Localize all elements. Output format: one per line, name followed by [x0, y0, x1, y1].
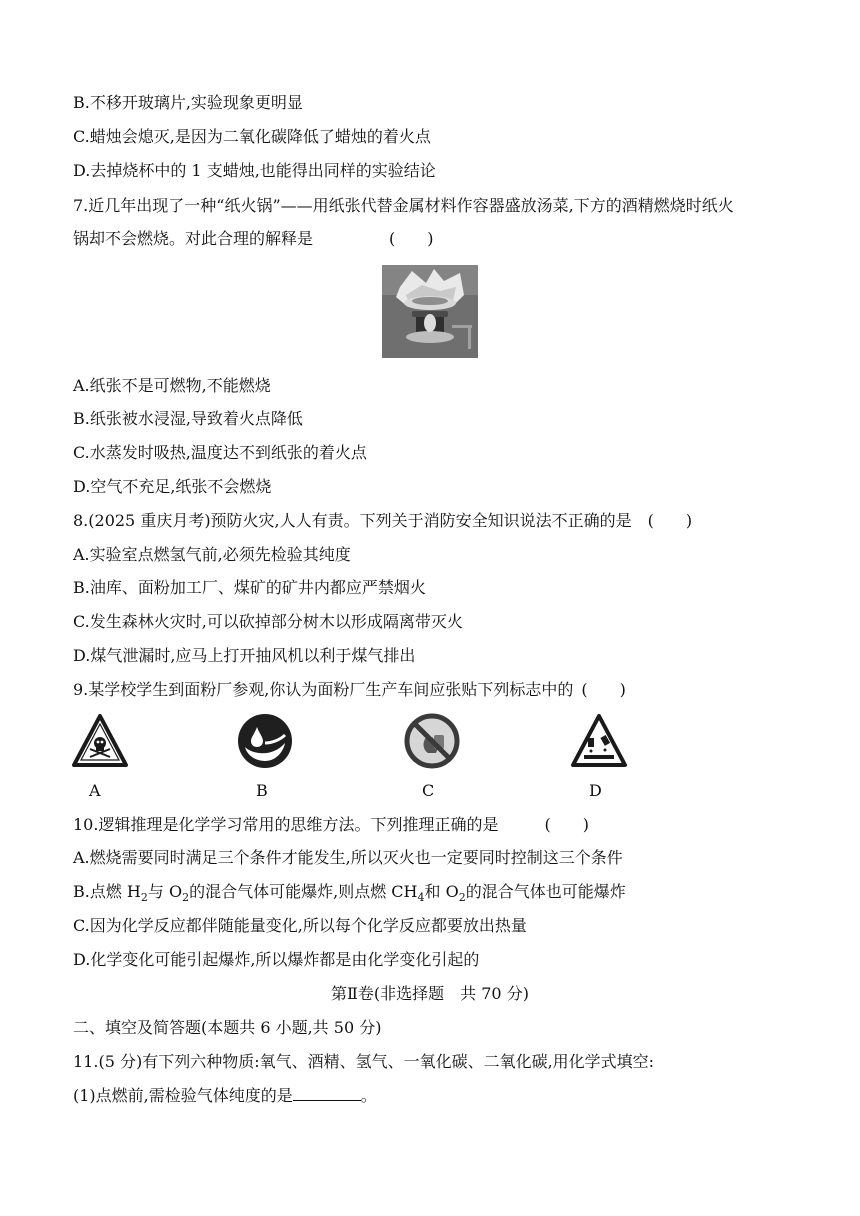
q7-option-b: B.纸张被水浸湿,导致着火点降低 — [73, 409, 303, 428]
q8-option-c: C.发生森林火灾时,可以砍掉部分树木以形成隔离带灭火 — [73, 612, 463, 631]
q11-sub1 — [73, 1086, 377, 1106]
q6-option-d: D.去掉烧杯中的 1 支蜡烛,也能得出同样的实验结论 — [73, 161, 436, 180]
q10-stem-text: 10.逻辑推理是化学学习常用的思维方法。下列推理正确的是 — [73, 815, 499, 834]
q8-answer-paren: ( ) — [647, 511, 693, 530]
toxic-skull-sign-icon — [71, 713, 129, 769]
q8-stem-text: 8.(2025 重庆月考)预防火灾,人人有责。下列关于消防安全知识说法不正确的是 — [73, 511, 632, 530]
subscript-2: 2 — [458, 891, 466, 905]
q7-answer-paren: ( ) — [389, 229, 434, 248]
q7-stem-line2 — [73, 229, 434, 249]
q10-option-b-part3: 的混合气体可能爆炸,则点燃 CH — [189, 882, 418, 901]
subscript-2: 2 — [182, 891, 190, 905]
q10-option-b — [73, 882, 626, 905]
q10-option-b-part2: 与 O — [147, 882, 183, 901]
q11-sub1-end: 。 — [360, 1086, 377, 1105]
q10-option-b-part4: 和 O — [424, 882, 459, 901]
sign-label-c: C — [422, 781, 435, 800]
q10-stem — [73, 815, 589, 835]
corrosive-sign-icon — [570, 713, 628, 769]
q7-option-c: C.水蒸发时吸热,温度达不到纸张的着火点 — [73, 443, 367, 462]
answer-blank[interactable] — [293, 1086, 361, 1101]
q10-option-a: A.燃烧需要同时满足三个条件才能发生,所以灭火也一定要同时控制这三个条件 — [73, 848, 623, 867]
water-drop-hand-sign-icon — [237, 713, 293, 769]
q6-option-c: C.蜡烛会熄灭,是因为二氧化碳降低了蜡烛的着火点 — [73, 127, 431, 146]
q9-answer-paren: ( ) — [581, 680, 626, 699]
q10-option-b-part5: 的混合气体也可能爆炸 — [465, 882, 626, 901]
sign-label-a: A — [89, 781, 101, 800]
paper-hotpot-photo — [382, 265, 478, 358]
subscript-4: 4 — [417, 891, 425, 905]
q7-stem-line1: 7.近几年出现了一种“纸火锅”——用纸张代替金属材料作容器盛放汤菜,下方的酒精燃烧时纸火 — [73, 196, 734, 215]
q7-stem-text: 锅却不会燃烧。对此合理的解释是 — [73, 229, 314, 248]
q10-option-d: D.化学变化可能引起爆炸,所以爆炸都是由化学变化引起的 — [73, 950, 480, 969]
sign-label-b: B — [256, 781, 268, 800]
q7-option-d: D.空气不充足,纸张不会燃烧 — [73, 477, 272, 496]
subscript-2: 2 — [140, 891, 148, 905]
q10-answer-paren: ( ) — [544, 815, 589, 834]
q8-option-a: A.实验室点燃氢气前,必须先检验其纯度 — [73, 545, 351, 564]
q7-option-a: A.纸张不是可燃物,不能燃烧 — [73, 376, 271, 395]
q8-option-b: B.油库、面粉加工厂、煤矿的矿井内都应严禁烟火 — [73, 578, 426, 597]
q8-stem — [73, 511, 692, 531]
q10-option-b-part1: B.点燃 H — [73, 882, 141, 901]
no-fire-sign-icon — [404, 713, 460, 769]
sign-label-d: D — [589, 781, 602, 800]
part2-title: 第Ⅱ卷(非选择题 共 70 分) — [331, 984, 529, 1003]
q11-stem: 11.(5 分)有下列六种物质:氧气、酒精、氢气、一氧化碳、二氧化碳,用化学式填空: — [73, 1052, 655, 1071]
q11-sub1-text: (1)点燃前,需检验气体纯度的是 — [73, 1086, 293, 1105]
q10-option-c: C.因为化学反应都伴随能量变化,所以每个化学反应都要放出热量 — [73, 916, 527, 935]
q6-option-b: B.不移开玻璃片,实验现象更明显 — [73, 93, 303, 112]
q8-option-d: D.煤气泄漏时,应马上打开抽风机以利于煤气排出 — [73, 646, 416, 665]
section-heading: 二、填空及简答题(本题共 6 小题,共 50 分) — [73, 1018, 382, 1037]
q9-stem — [73, 680, 626, 700]
q9-stem-text: 9.某学校学生到面粉厂参观,你认为面粉厂生产车间应张贴下列标志中的 — [73, 680, 574, 699]
